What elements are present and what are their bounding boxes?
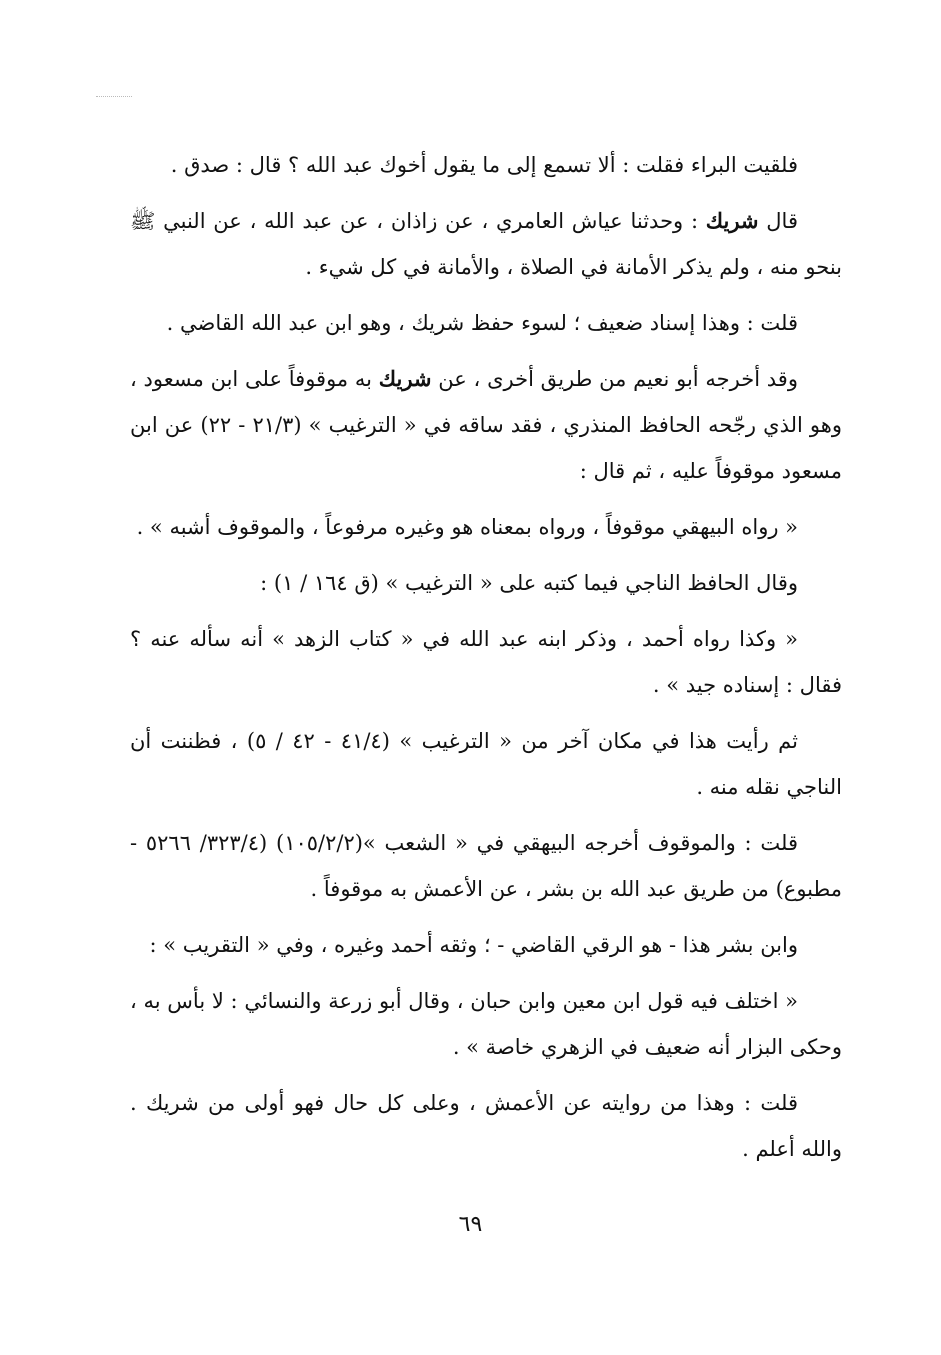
body-text [130, 142, 842, 1182]
paragraph-1-text: فلقيت البراء فقلت : ألا تسمع إلى ما يقول أخوك عبد الله ؟ قال : صدق . [170, 153, 798, 177]
page-number: ٦٩ [458, 1212, 483, 1237]
paragraph-3-text: قلت : وهذا إسناد ضعيف ؛ لسوء حفظ شريك ، وهو ابن عبد الله القاضي . [166, 311, 798, 335]
quote-1 [130, 504, 842, 550]
paragraph-12 [130, 1080, 842, 1172]
paragraph-4-lead: وقد أخرجه أبو نعيم من طريق أخرى ، عن [431, 367, 798, 391]
paragraph-8-text: ثم رأيت هذا في مكان آخر من « الترغيب » (٤١/٤ - ٤٢ / ٥) ، فظننت أن الناجي نقله منه . [130, 729, 842, 799]
scan-mark [96, 96, 132, 99]
paragraph-3 [130, 300, 842, 346]
paragraph-9-text: قلت : والموقوف أخرجه البيهقي في « الشعب »(١٠٥/٢/٢) (٣٢٣/٤/ ٥٢٦٦ - مطبوع) من طريق عبد الله بن بشر ، عن الأعمش به موقوفاً . [130, 831, 842, 901]
quote-1-text: « رواه البيهقي موقوفاً ، ورواه بمعناه هو وغيره مرفوعاً ، والموقوف أشبه » . [136, 515, 798, 539]
paragraph-6 [130, 560, 842, 606]
paragraph-10 [130, 922, 842, 968]
paragraph-8 [130, 718, 842, 810]
quote-2 [130, 616, 842, 708]
paragraph-12-text: قلت : وهذا من روايته عن الأعمش ، وعلى كل حال فهو أولى من شريك . والله أعلم . [130, 1091, 842, 1161]
quote-3-text: « اختلف فيه قول ابن معين وابن حبان ، وقال أبو زرعة والنسائي : لا بأس به ، وحكى البزار أنه ضعيف في الزهري خاصة » . [130, 989, 842, 1059]
paragraph-9 [130, 820, 842, 912]
paragraph-6-text: وقال الحافظ الناجي فيما كتبه على « الترغيب » (ق ١٦٤ / ١) : [260, 571, 798, 595]
paragraph-10-text: وابن بشر هذا - هو الرقي القاضي - ؛ وثقه أحمد وغيره ، وفي « التقريب » : [149, 933, 798, 957]
paragraph-2-lead: قال [758, 209, 798, 233]
paragraph-1 [130, 142, 842, 188]
quote-2-text: « وكذا رواه أحمد ، وذكر ابنه عبد الله في « كتاب الزهد » أنه سأله عنه ؟ فقال : إسناده جيد » . [130, 627, 842, 697]
narrator-name: شريك [705, 208, 759, 233]
paragraph-2-rest: : وحدثنا عياش العامري ، عن زاذان ، عن عبد الله ، عن النبي ﷺ بنحو منه ، ولم يذكر الأمانة في الصلاة ، والأمانة في كل شيء . [130, 209, 842, 279]
paragraph-4-rest: به موقوفاً على ابن مسعود ، وهو الذي رجّحه الحافظ المنذري ، فقد ساقه في « الترغيب » (٢١/٣ - ٢٢) عن ابن مسعود موقوفاً عليه ، ثم قال : [130, 367, 842, 483]
paragraph-4 [130, 356, 842, 494]
narrator-name: شريك [378, 366, 432, 391]
quote-3 [130, 978, 842, 1070]
paragraph-2 [130, 198, 842, 290]
